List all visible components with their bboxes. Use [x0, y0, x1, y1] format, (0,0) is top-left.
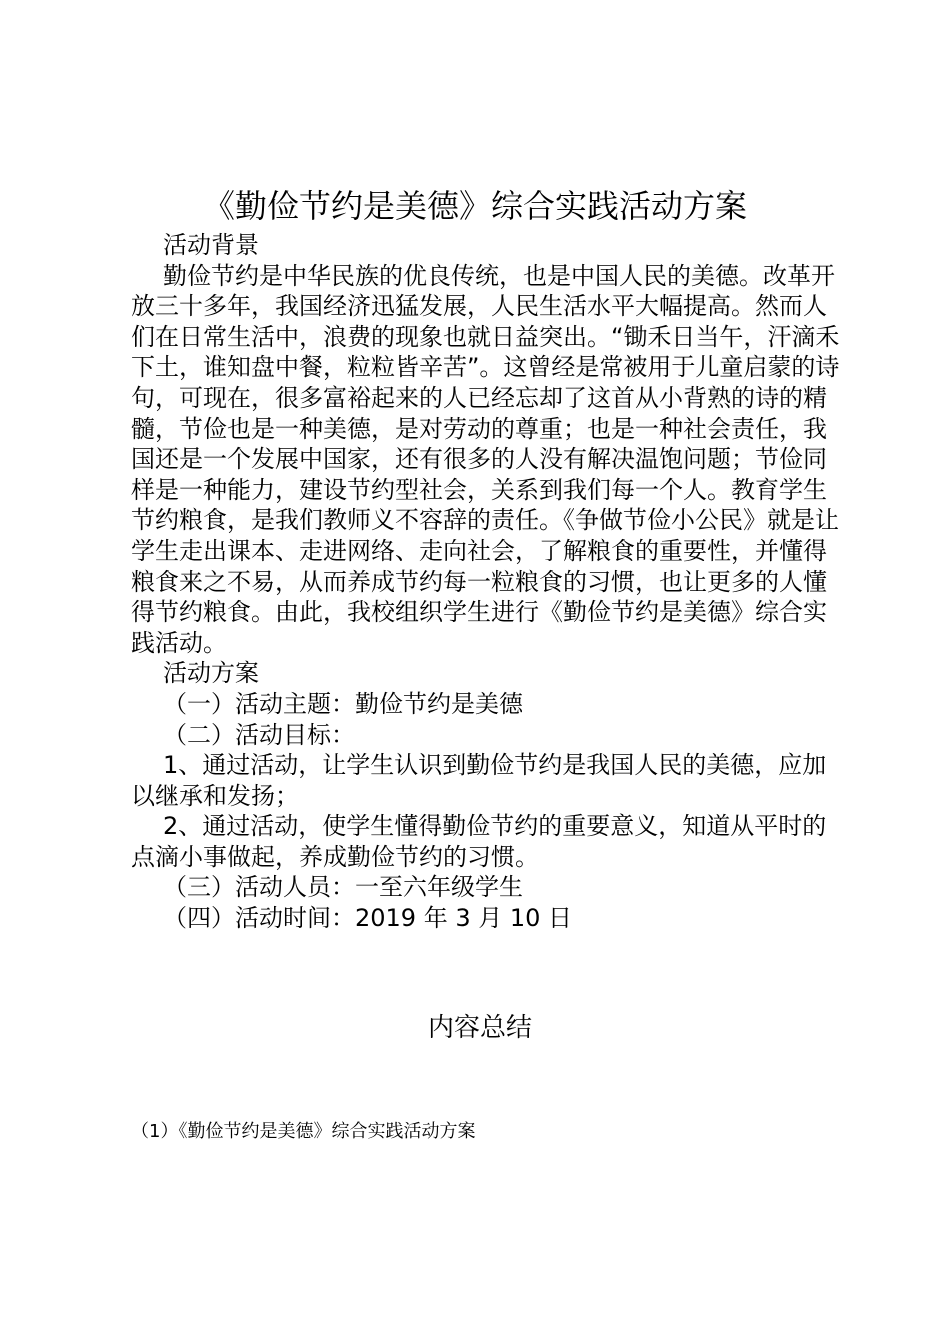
- background-heading: 活动背景: [163, 231, 259, 259]
- plan-heading: 活动方案: [163, 659, 259, 688]
- background-paragraph: 勤俭节约是中华民族的优良传统，也是中国人民的美德。改革开放三十多年，我国经济迅猛发展，人民生活水平大幅提高。然而人们在日常生活中，浪费的现象也就日益突出。“锄禾日当午，汗滴禾下土，谁知盘中餐，粒粒皆辛苦”。这曾经是常被用于儿童启蒙的诗句，可现在，很多富裕起来的人已经忘却了这首从小背熟的诗的精髓，节俭也是一种美德，是对劳动的尊重；也是一种社会责任，我国还是一个发展中国家，还有很多的人没有解决温饱问题；节俭同样是一种能力，建设节约型社会，关系到我们每一个人。教育学生节约粮食，是我们教师义不容辞的责任。《争做节俭小公民》就是让学生走出课本、走进网络、走向社会，了解粮食的重要性，并懂得粮食来之不易，从而养成节约每一粒粮食的习惯，也让更多的人懂得节约粮食。由此，我校组织学生进行《勤俭节约是美德》综合实践活动。: [131, 261, 840, 657]
- document-title: 《勤俭节约是美德》综合实践活动方案: [202, 187, 747, 225]
- plan-goal-1: 1、通过活动，让学生认识到勤俭节约是我国人民的美德，应加以继承和发扬；: [131, 751, 827, 810]
- summary-heading: 内容总结: [427, 1013, 532, 1043]
- plan-item-participants: （三）活动人员：一至六年级学生: [163, 873, 523, 902]
- plan-item-goals: （二）活动目标：: [163, 720, 355, 749]
- plan-item-theme: （一）活动主题：勤俭节约是美德: [163, 689, 523, 718]
- summary-item: （1）《勤俭节约是美德》综合实践活动方案: [131, 1121, 476, 1142]
- plan-goal-2: 2、通过活动，使学生懂得勤俭节约的重要意义，知道从平时的点滴小事做起，养成勤俭节约的习惯。: [131, 812, 827, 871]
- plan-item-time: （四）活动时间：2019 年 3 月 10 日: [163, 904, 573, 933]
- document-body: [131, 230, 843, 934]
